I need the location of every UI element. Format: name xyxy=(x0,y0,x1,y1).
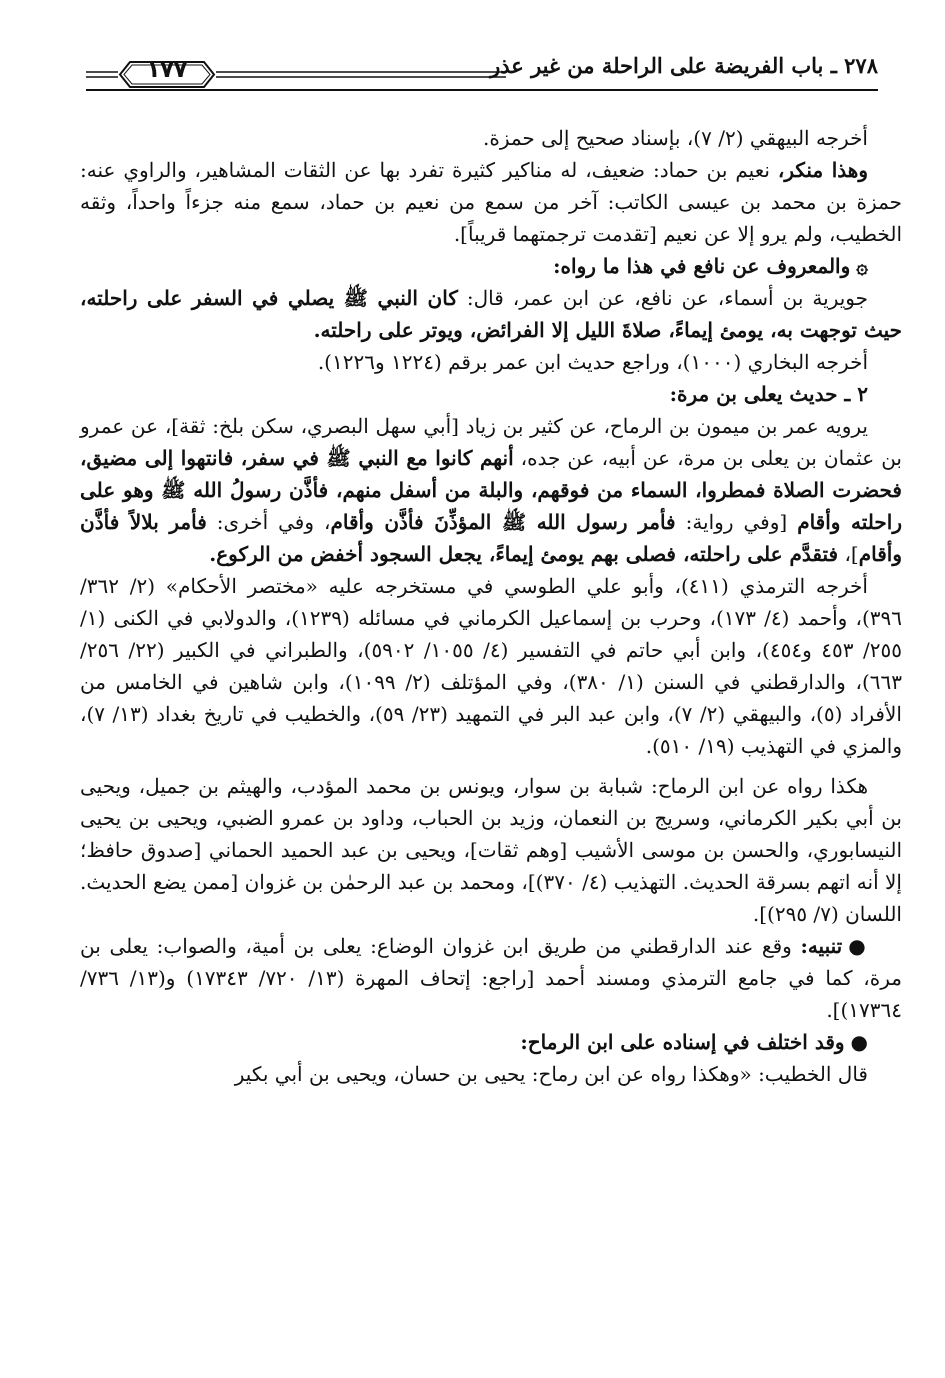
paragraph-takhrij-bukhari: أخرجه البخاري (١٠٠٠)، وراجع حديث ابن عمر برقم (١٢٢٤ و١٢٢٦). xyxy=(317,350,868,374)
paragraph-hadith-ibn-umar xyxy=(80,282,902,346)
section-heading-ikhtilaf xyxy=(80,1026,902,1058)
narration-note: [وفي رواية: xyxy=(675,510,798,534)
section-heading-ikhtilaf-text: وقد اختلف في إسناده على ابن الرماح: xyxy=(520,1030,845,1054)
paragraph-2 xyxy=(80,154,902,250)
matn-text-end: فتقدَّم على راحلته، فصلى بهم يومئ إيماءً، يجعل السجود أخفض من الركوع. xyxy=(209,542,839,566)
narration-note: ]، xyxy=(838,542,859,566)
section-heading-yala: ٢ ـ حديث يعلى بن مرة: xyxy=(669,382,868,406)
matn-variant-2: فأمر بلالاً فأذَّن وأقام xyxy=(80,510,902,566)
paragraph-gap xyxy=(80,762,902,770)
matn-variant-1: فأمر رسول الله ﷺ المؤذِّنَ فأذَّن وأقام xyxy=(330,510,676,534)
paragraph-2-text: نعيم بن حماد: ضعيف، له مناكير كثيرة تفرد بها عن الثقات المشاهير، والراوي عنه: حمزة بن محمد بن عيسى الكاتب: آخر من سمع من نعيم بن حماد، سمع منه جزءاً واحداً، وثقه الخطيب، ولم يرو إلا عن نعيم [تقدمت ترجمتهما قريباً]. xyxy=(80,158,903,246)
isnad-text: يرويه عمر بن ميمون بن الرماح، عن كثير بن زياد [أبي سهل البصري، سكن بلخ: ثقة]، عن عمرو بن عثمان بن يعلى بن مرة، عن أبيه، عن جده، xyxy=(80,414,902,470)
section-heading-nafi xyxy=(80,250,902,282)
paragraph-1: أخرجه البيهقي (٢/ ٧)، بإسناد صحيح إلى حمزة. xyxy=(482,126,868,150)
page-number: ١٧٧ xyxy=(146,58,188,83)
ornament-bullet-icon: ۞ xyxy=(856,254,868,278)
page-body xyxy=(80,122,902,1090)
paragraph-khatib-quote: قال الخطيب: «وهكذا رواه عن ابن رماح: يحيى بن حسان، ويحيى بن أبي بكير xyxy=(234,1062,868,1086)
bullet-dot-icon: ● xyxy=(850,1030,868,1054)
matn-text: أنهم كانوا مع النبي ﷺ في سفر، فانتهوا إلى مضيق، فحضرت الصلاة فمطروا، السماء من فوقهم، والبلة من أسفل منهم، فأذَّن رسولُ الله ﷺ وهو على راحلته وأقام xyxy=(80,446,903,534)
isnad-text: جويرية بن أسماء، عن نافع، عن ابن عمر، قال: xyxy=(457,286,868,310)
running-title: ٢٧٨ ـ باب الفريضة على الراحلة من غير عذر xyxy=(490,53,878,78)
paragraph-hadith-yala xyxy=(80,410,902,570)
matn-text: كان النبي ﷺ يصلي في السفر على راحلته، حيث توجهت به، يومئ إيماءً، صلاةَ الليل إلا الفرائض، ويوتر على راحلته. xyxy=(80,286,902,342)
paragraph-narrators: هكذا رواه عن ابن الرماح: شبابة بن سوار، ويونس بن محمد المؤدب، والهيثم بن جميل، ويحيى بن أبي بكير الكرماني، وسريج بن النعمان، وزيد بن الحباب، وداود بن عمرو الضبي، ويحيى بن يحيى النيسابوري، والحسن بن موسى الأشيب [وهم ثقات]، ويحيى بن عبد الحميد الحماني [صدوق حافظ؛ إلا أنه اتهم بسرقة الحديث. التهذيب (٤/ ٣٧٠)]، ومحمد بن عبد الرحمٰن بن غزوان [ممن يضع الحديث. اللسان (٧/ ٢٩٥)]. xyxy=(80,774,902,926)
bullet-dot-icon: ● xyxy=(848,934,868,958)
paragraph-note-tanbih xyxy=(80,930,902,1026)
section-heading-nafi-text: والمعروف عن نافع في هذا ما رواه: xyxy=(553,254,851,278)
narration-note: ، وفي أخرى: xyxy=(206,510,331,534)
note-label: تنبيه: xyxy=(800,934,843,958)
note-text: وقع عند الدارقطني من طريق ابن غزوان الوضاع: يعلى بن أمية، والصواب: يعلى بن مرة، كما في جامع الترمذي ومسند أحمد [راجع: إتحاف المهرة (١٣/ ٧٢٠/ ١٧٣٤٣) و(١٣/ ٧٣٦/ ١٧٣٦٤)]. xyxy=(80,934,902,1022)
paragraph-takhrij-tirmidhi: أخرجه الترمذي (٤١١)، وأبو علي الطوسي في مستخرجه عليه «مختصر الأحكام» (٢/ ٣٦٢/ ٣٩٦)، وأحمد (٤/ ١٧٣)، وحرب بن إسماعيل الكرماني في مسائله (١٢٣٩)، والدولابي في الكنى (١/ ٢٥٥/ ٤٥٣ و٤٥٤)، وابن أبي حاتم في التفسير (٤/ ١٠٥٥/ ٥٩٠٢)، والطبراني في الكبير (٢٢/ ٢٥٦/ ٦٦٣)، والدارقطني في السنن (١/ ٣٨٠)، وفي المؤتلف (٢/ ١٠٩٩)، وابن شاهين في الخامس من الأفراد (٥)، والبيهقي (٢/ ٧)، وابن عبد البر في التمهيد (٢٣/ ٥٩)، والخطيب في تاريخ بغداد (١٣/ ٧)، والمزي في التهذيب (١٩/ ٥١٠). xyxy=(80,574,903,758)
emphasis-munkar: وهذا منكر، xyxy=(777,158,868,182)
page-header xyxy=(86,50,878,94)
